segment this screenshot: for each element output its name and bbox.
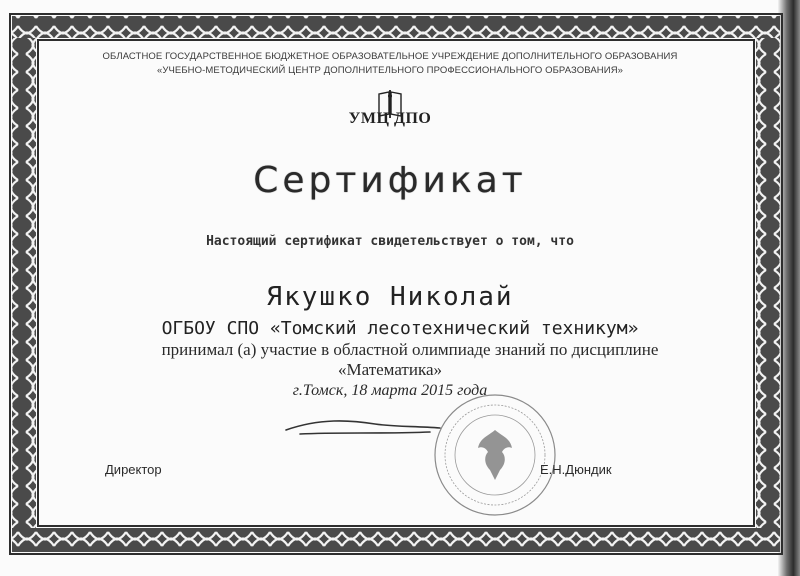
- participation-line: принимал (а) участие в областной олимпиаде знаний по дисциплине: [161, 340, 659, 359]
- border-bottom-band: [12, 528, 780, 552]
- certificate-intro: Настоящий сертификат свидетельствует о том, что: [206, 234, 574, 249]
- border-left-band: [12, 38, 36, 528]
- org-line-2: «УЧЕБНО-МЕТОДИЧЕСКИЙ ЦЕНТР ДОПОЛНИТЕЛЬНОГО ПРОФЕССИОНАЛЬНОГО ОБРАЗОВАНИЯ»: [156, 65, 624, 76]
- org-line-1: ОБЛАСТНОЕ ГОСУДАРСТВЕННОЕ БЮДЖЕТНОЕ ОБРАЗОВАТЕЛЬНОЕ УЧРЕЖДЕНИЕ ДОПОЛНИТЕЛЬНОГО ОБРАЗОВАНИЯ: [102, 51, 678, 62]
- border-right-band: [756, 38, 780, 528]
- organization-logo: [60, 88, 720, 148]
- logo-text: УМЦ ДПО: [348, 110, 432, 127]
- certificate-title: Сертификат: [253, 160, 527, 201]
- signatory-title: Директор: [105, 462, 162, 477]
- recipient-institution: ОГБОУ СПО «Томский лесотехнический техникум»: [161, 318, 639, 339]
- recipient-name: Якушко Николай: [266, 282, 514, 312]
- certificate-body: [60, 40, 720, 510]
- director-signature: [280, 412, 450, 442]
- border-top-band: [12, 16, 780, 38]
- discipline: «Математика»: [337, 360, 443, 379]
- official-stamp: [430, 390, 560, 520]
- signatory-name: Е.Н.Дюндик: [540, 462, 612, 477]
- place-date: г.Томск, 18 марта 2015 года: [292, 382, 488, 399]
